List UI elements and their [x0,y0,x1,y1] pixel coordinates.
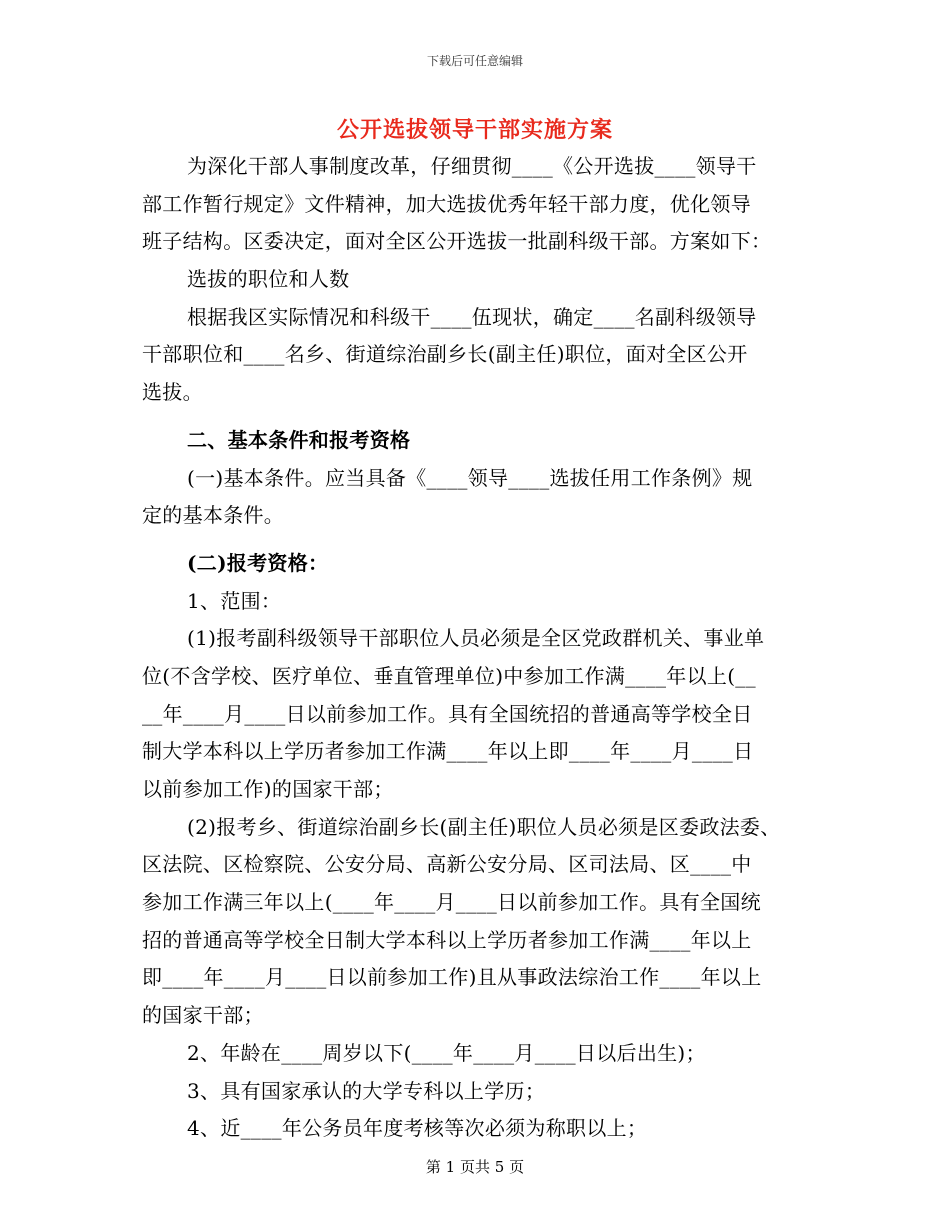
paragraph-line: 3、具有国家承认的大学专科以上学历； [187,1078,546,1103]
document-body [142,148,822,1148]
paragraph-line: 定的基本条件。 [142,503,285,528]
paragraph-line: __年____月____日以前参加工作。具有全国统招的普通高等学校全日 [142,701,753,726]
paragraph-line: 以前参加工作)的国家干部； [142,777,394,801]
paragraph-line: (2)报考乡、街道综治副乡长(副主任)职位人员必须是区委政法委、 [187,814,781,839]
paragraph-line: (1)报考副科级领导干部职位人员必须是全区党政群机关、事业单 [187,626,765,651]
paragraph-line: 2、年龄在____周岁以下(____年____月____日以后出生)； [187,1040,706,1065]
paragraph-line: 的国家干部； [142,1003,264,1028]
paragraph-line: 位(不含学校、医疗单位、垂直管理单位)中参加工作满____年以上(__ [142,663,756,688]
paragraph-line: 根据我区实际情况和科级干____伍现状，确定____名副科级领导 [187,304,757,329]
page-footer: 第 1 页共 5 页 [425,1158,525,1176]
paragraph-line: 1、范围： [187,588,282,613]
spacer [142,412,822,422]
paragraph-line: 区法院、区检察院、公安分局、高新公安分局、区司法局、区____中 [142,852,752,877]
paragraph-line: 即____年____月____日以前参加工作)且从事政法综治工作____年以上 [142,965,762,990]
section-heading: 选拔的职位和人数 [187,267,350,292]
paragraph-line: (一)基本条件。应当具备《____领导____选拔任用工作条例》规 [187,465,753,490]
paragraph-line: 干部职位和____名乡、街道综治副乡长(副主任)职位，面对全区公开 [142,342,748,367]
paragraph-line: 部工作暂行规定》文件精神，加大选拔优秀年轻干部力度，优化领导 [142,191,751,216]
paragraph-line: 制大学本科以上学历者参加工作满____年以上即____年____月____日 [142,739,754,764]
paragraph-line: 选拔。 [142,380,203,405]
page-header: 下载后可任意编辑 [426,54,523,68]
paragraph-line: 为深化干部人事制度改革，仔细贯彻____《公开选拔____领导干 [187,154,757,178]
section-heading: 二、基本条件和报考资格 [187,427,411,452]
spacer [142,535,822,545]
paragraph-line: 招的普通高等学校全日制大学本科以上学历者参加工作满____年以上 [142,927,752,952]
paragraph-line: 参加工作满三年以上(____年____月____日以前参加工作。具有全国统 [142,890,761,915]
paragraph-line: 班子结构。区委决定，面对全区公开选拔一批副科级干部。方案如下： [142,229,772,254]
document-title: 公开选拔领导干部实施方案 [336,117,613,143]
subsection-heading: (二)报考资格： [187,550,329,575]
paragraph-line: 4、近____年公务员年度考核等次必须为称职以上； [187,1116,648,1141]
